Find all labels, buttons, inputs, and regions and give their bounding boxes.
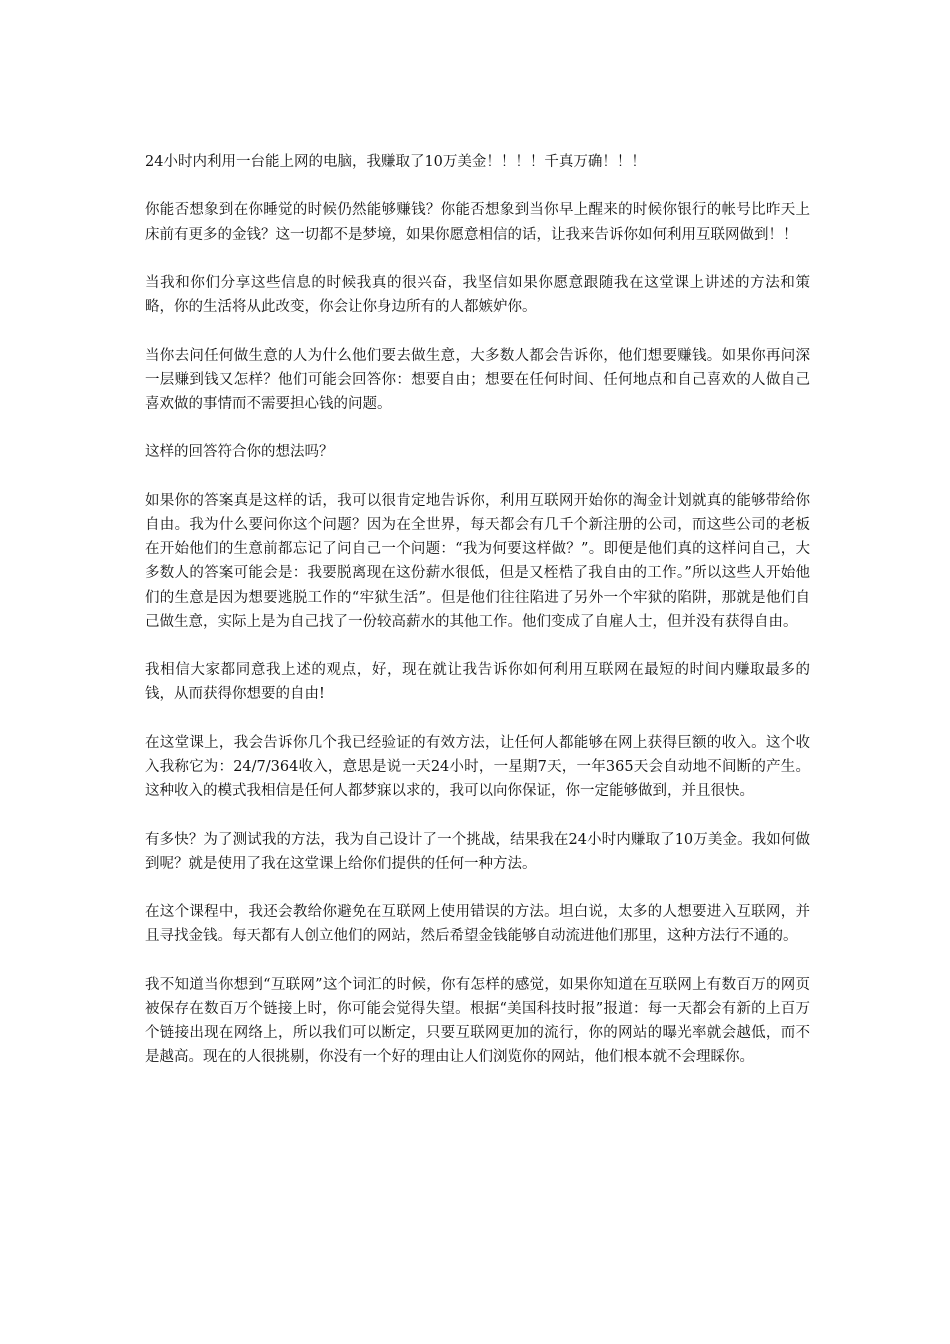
body-paragraph: 当我和你们分享这些信息的时候我真的很兴奋，我坚信如果你愿意跟随我在这堂课上讲述的方法和策略，你的生活将从此改变，你会让你身边所有的人都嫉妒你。 bbox=[145, 274, 810, 316]
body-paragraph: 在这个课程中，我还会教给你避免在互联网上使用错误的方法。坦白说，太多的人想要进入互联网，并且寻找金钱。每天都有人创立他们的网站，然后希望金钱能够自动流进他们那里，这种方法行不通的。 bbox=[145, 904, 810, 945]
body-paragraph: 如果你的答案真是这样的话，我可以很肯定地告诉你，利用互联网开始你的淘金计划就真的能够带给你自由。我为什么要问你这个问题？因为在全世界，每天都会有几千个新注册的公司，而这些公司的老板在开始他们的生意前都忘记了问自己一个问题：“我为何要这样做？”。即便是他们真的这样问自己，大多数人的答案可能会是：我要脱离现在这份薪水很低，但是又桎梏了我自由的工作。”所以这些人开始他们的生意是因为想要逃脱工作的“牢狱生活”。但是他们往往陷进了另外一个牢狱的陷阱，那就是他们自己做生意，实际上是为自己找了一份较高薪水的其他工作。他们变成了自雇人士，但并没有获得自由。 bbox=[145, 492, 810, 630]
body-paragraph: 这样的回答符合你的想法吗？ bbox=[145, 444, 334, 461]
body-paragraph: 我相信大家都同意我上述的观点，好，现在就让我告诉你如何利用互联网在最短的时间内赚取最多的钱，从而获得你想要的自由! bbox=[145, 662, 810, 703]
body-paragraph: 你能否想象到在你睡觉的时候仍然能够赚钱？你能否想象到当你早上醒来的时候你银行的帐号比昨天上床前有更多的金钱？这一切都不是梦境，如果你愿意相信的话，让我来告诉你如何利用互联网做到！！ bbox=[145, 202, 810, 243]
document-body bbox=[145, 150, 810, 1094]
headline-paragraph: 24小时内利用一台能上网的电脑，我赚取了10万美金！！！！千真万确！！！ bbox=[145, 154, 646, 170]
body-paragraph: 当你去问任何做生意的人为什么他们要去做生意，大多数人都会告诉你，他们想要赚钱。如果你再问深一层赚到钱又怎样？他们可能会回答你：想要自由；想要在任何时间、任何地点和自己喜欢的人做自己喜欢做的事情而不需要担心钱的问题。 bbox=[145, 347, 810, 412]
body-paragraph: 有多快？为了测试我的方法，我为自己设计了一个挑战，结果我在24小时内赚取了10万美金。我如何做到呢？就是使用了我在这堂课上给你们提供的任何一种方法。 bbox=[145, 831, 810, 872]
body-paragraph: 在这堂课上，我会告诉你几个我已经验证的有效方法，让任何人都能够在网上获得巨额的收入。这个收入我称它为：24/7/364收入，意思是说一天24小时，一星期7天，一年365天会自动地不间断的产生。这种收入的模式我相信是任何人都梦寐以求的，我可以向你保证，你一定能够做到，并且很快。 bbox=[145, 734, 810, 800]
body-paragraph: 我不知道当你想到“互联网”这个词汇的时候，你有怎样的感觉，如果你知道在互联网上有数百万的网页被保存在数百万个链接上时，你可能会觉得失望。根据“美国科技时报”报道：每一天都会有新的上百万个链接出现在网络上，所以我们可以断定，只要互联网更加的流行，你的网站的曝光率就会越低，而不是越高。现在的人很挑剔，你没有一个好的理由让人们浏览你的网站，他们根本就不会理睬你。 bbox=[145, 976, 810, 1066]
